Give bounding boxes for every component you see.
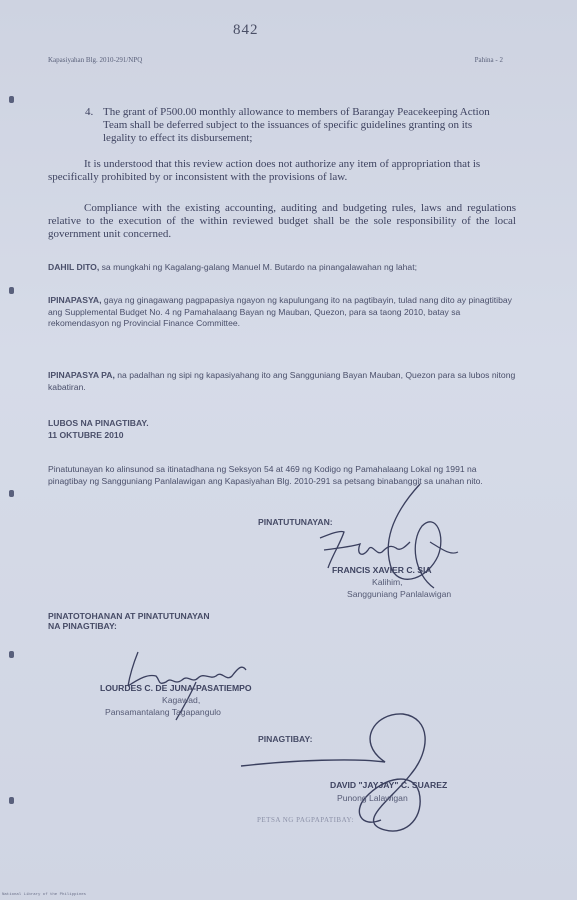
binding-hole — [9, 287, 14, 294]
page-label: Pahina - 2 — [474, 56, 503, 64]
certification-paragraph: Pinatutunayan ko alinsunod sa itinatadhana ng Seksyon 54 at 469 ng Kodigo ng Pamahalaang Lokal ng 1991 na pinagtibay ng Sangguniang Panlalawigan ang Kapasiyahan Blg. 2010-291 sa petsang binabanggit sa unahan nito. — [48, 464, 483, 486]
paragraph-text: gaya ng ginagawang pagpapasiya ngayon ng kapulungang ito na pagtibayin, tulad nang dito ay pinagtitibay ang Supplemental Budget No. 4 ng Pamahalaang Bayan ng Mauban, Quezon, para sa taong 2010, batay sa rekomendasyon ng Provincial Finance Committee. — [48, 295, 512, 328]
binding-hole — [9, 651, 14, 658]
pinagtibay-label: PINAGTIBAY: — [258, 734, 313, 744]
ipinapasya-pa-paragraph — [48, 370, 518, 393]
keyword: IPINAPASYA, — [48, 295, 102, 305]
label-line: NA PINAGTIBAY: — [48, 621, 117, 631]
governor-title: Punong Lalawigan — [337, 793, 408, 803]
page-number: 842 — [233, 22, 259, 38]
binding-hole — [9, 797, 14, 804]
keyword: IPINAPASYA PA, — [48, 370, 115, 380]
binding-hole — [9, 490, 14, 497]
item-number: 4. — [85, 106, 94, 118]
pinatutunayan-label: PINATUTUNAYAN: — [258, 517, 333, 527]
keyword: DAHIL DITO, — [48, 262, 100, 272]
paragraph-text: na padalhan ng sipi ng kapasiyahang ito ang Sangguniang Bayan Mauban, Quezon para sa lubos nitong kabatiran. — [48, 370, 516, 392]
approval-date-label: PETSA NG PAGPAPATIBAY: — [257, 816, 354, 824]
resolution-reference: Kapasiyahan Blg. 2010-291/NPQ — [48, 56, 143, 64]
presiding-officer-name: LOURDES C. DE JUNA-PASATIEMPO — [100, 683, 252, 693]
approval-block — [48, 418, 348, 441]
secretary-name: FRANCIS XAVIER C. SIA — [332, 565, 432, 575]
approval-line: LUBOS NA PINAGTIBAY. — [48, 418, 149, 428]
pinatotohanan-label — [48, 611, 210, 631]
presiding-officer-office: Pansamantalang Tagapangulo — [105, 707, 221, 717]
secretary-office: Sangguniang Panlalawigan — [347, 589, 452, 599]
archive-footer: National Library of the Philippines — [2, 893, 87, 897]
review-paragraph: It is understood that this review action does not authorize any item of appropriation that is specifically prohibited by or inconsistent with the provisions of law. — [48, 158, 481, 183]
ipinapasya-paragraph — [48, 295, 518, 330]
governor-name: DAVID "JAYJAY" C. SUAREZ — [330, 780, 448, 790]
presiding-officer-title: Kagawad, — [162, 695, 201, 705]
dahil-dito-paragraph — [48, 262, 528, 274]
label-line: PINATOTOHANAN AT PINATUTUNAYAN — [48, 611, 210, 621]
secretary-title: Kalihim, — [372, 577, 403, 587]
item-text: The grant of P500.00 monthly allowance to members of Barangay Peacekeeping Action Team shall be deferred subject to the issuances of specific guidelines granting on its legality to effect its disbursement; — [103, 106, 490, 144]
list-item-4 — [85, 106, 495, 145]
approval-date: 11 OKTUBRE 2010 — [48, 429, 124, 440]
compliance-paragraph: Compliance with the existing accounting, auditing and budgeting rules, laws and regulations relative to the execution of the within reviewed budget shall be the sole responsibility of the local government unit concerned. — [48, 202, 516, 240]
binding-hole — [9, 96, 14, 103]
paragraph-text: sa mungkahi ng Kagalang-galang Manuel M. Butardo na pinangalawahan ng lahat; — [99, 262, 417, 272]
